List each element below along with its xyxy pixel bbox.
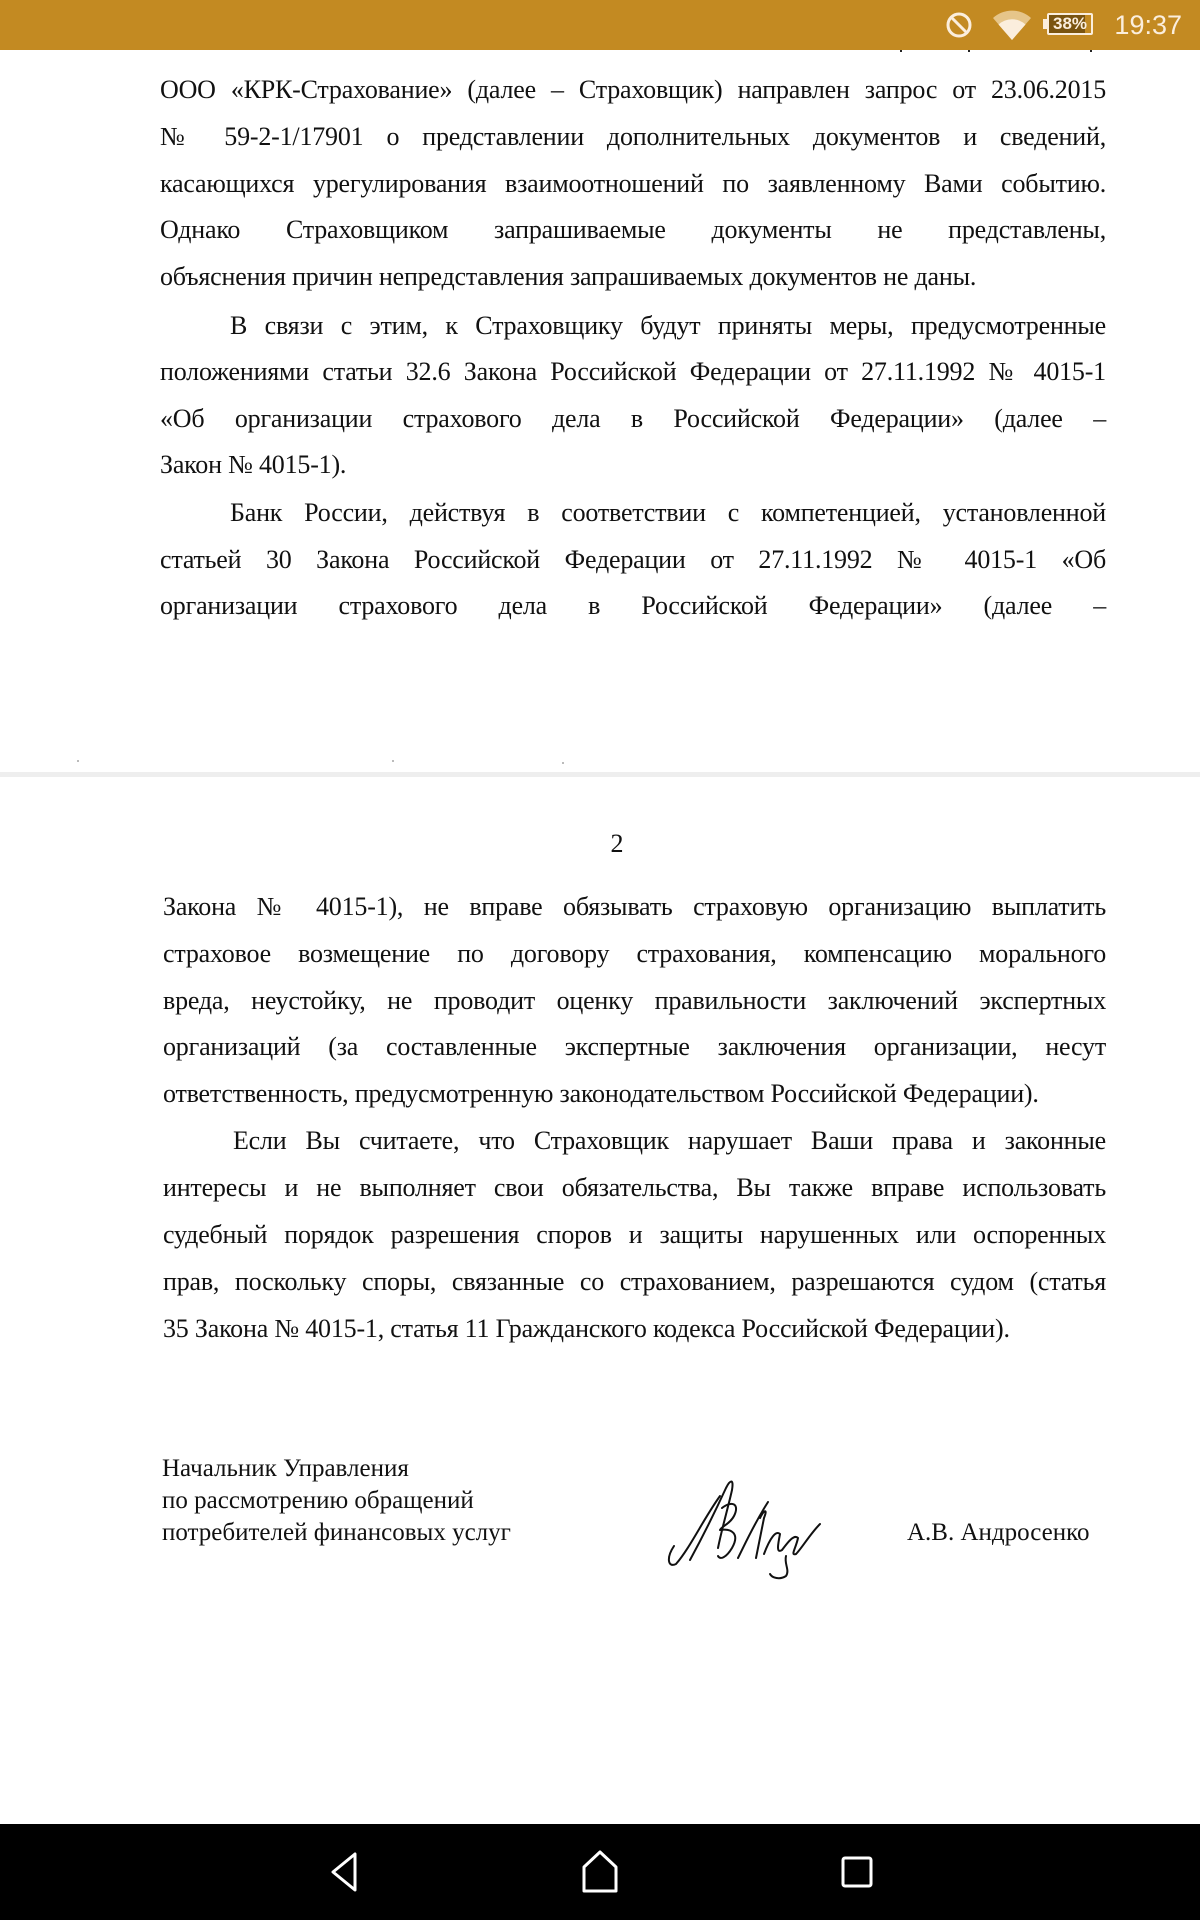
do-not-disturb-icon: [944, 0, 974, 50]
signatory-title-line: по рассмотрению обращений: [162, 1487, 474, 1514]
clock: 19:37: [1114, 10, 1182, 40]
text-line: № 59-2-1/17901 о представлении дополнительных документов и сведений,: [160, 122, 1106, 151]
page-divider: [0, 772, 1200, 777]
text-line: организаций (за составленные экспертные заключения организации, несут: [163, 1032, 1106, 1061]
page-number: 2: [610, 829, 624, 858]
text-line: судебный порядок разрешения споров и защиты нарушенных или оспоренных: [163, 1220, 1106, 1249]
home-icon: [578, 1849, 622, 1895]
status-bar: [0, 0, 1200, 50]
text-line: статьей 30 Закона Российской Федерации от 27.11.1992 № 4015-1 «Об: [160, 545, 1106, 574]
text-line: касающихся урегулирования взаимоотношений по заявленному Вами событию.: [160, 169, 1106, 198]
back-button[interactable]: [310, 1842, 380, 1902]
scan-speck: [392, 760, 394, 762]
back-icon: [325, 1850, 365, 1894]
text-line: организации страхового дела в Российской Федерации» (далее –: [160, 591, 1106, 620]
wifi-icon: [992, 0, 1032, 50]
text-line: положениями статьи 32.6 Закона Российской Федерации от 27.11.1992 № 4015-1: [160, 357, 1106, 386]
text-line: страховое возмещение по договору страхования, компенсацию морального: [163, 939, 1106, 968]
home-button[interactable]: [565, 1842, 635, 1902]
text-line: 35 Закона № 4015-1, статья 11 Гражданского кодекса Российской Федерации).: [163, 1314, 1010, 1343]
text-line: Закон № 4015-1).: [160, 450, 347, 479]
text-line: объяснения причин непредставления запрашиваемых документов не даны.: [160, 262, 977, 291]
scan-speck: [562, 762, 564, 764]
signatory-title-line: Начальник Управления: [162, 1455, 409, 1482]
signatory-title-line: потребителей финансовых услуг: [162, 1519, 511, 1546]
text-line: вреда, неустойку, не проводит оценку правильности заключений экспертных: [163, 986, 1106, 1015]
text-line: Закона № 4015-1), не вправе обязывать страховую организацию выплатить: [163, 892, 1106, 921]
text-line: «Об организации страхового дела в Российской Федерации» (далее –: [160, 404, 1106, 433]
text-line: интересы и не выполняет свои обязательства, Вы также вправе использовать: [163, 1173, 1106, 1202]
battery-percent: 38%: [1052, 14, 1088, 33]
text-line: Однако Страховщиком запрашиваемые документы не представлены,: [160, 215, 1106, 244]
text-line: В связи с этим, к Страховщику будут приняты меры, предусмотренные: [230, 311, 1106, 340]
battery-icon: [1043, 13, 1095, 37]
text-line: прав, поскольку споры, связанные со страхованием, разрешаются судом (статья: [163, 1267, 1106, 1296]
recents-button[interactable]: [822, 1842, 892, 1902]
signatory-name: А.В. Андросенко: [907, 1519, 1090, 1546]
scan-speck: [77, 760, 79, 762]
handwritten-signature: [660, 1468, 830, 1583]
text-line: ООО «КРК-Страхование» (далее – Страховщик) направлен запрос от 23.06.2015: [160, 75, 1106, 104]
text-line: Если Вы считаете, что Страховщик нарушает Ваши права и законные: [233, 1126, 1106, 1155]
text-line: ответственность, предусмотренную законодательством Российской Федерации).: [163, 1079, 1039, 1108]
recents-icon: [837, 1852, 877, 1892]
text-line: Банк России, действуя в соответствии с компетенцией, установленной: [230, 498, 1106, 527]
navigation-bar: [0, 1824, 1200, 1920]
